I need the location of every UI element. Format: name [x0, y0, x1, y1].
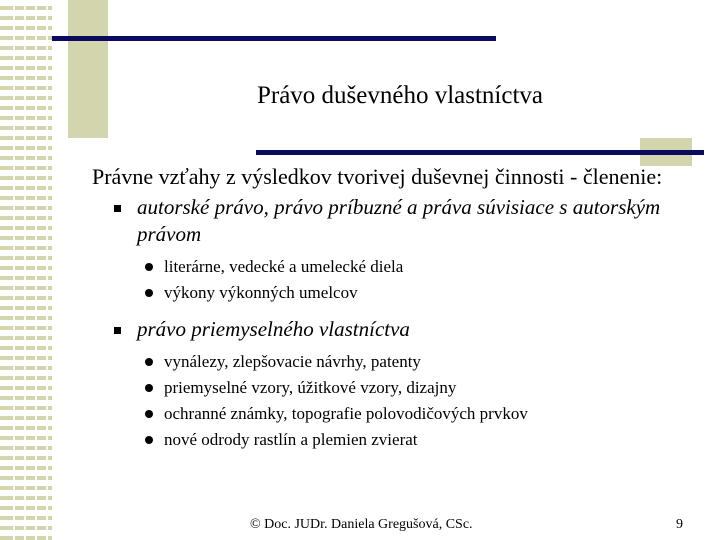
round-bullet-icon: [145, 436, 153, 444]
title-top-rule: [52, 36, 496, 41]
section-label: autorské právo, právo príbuzné a práva súvisiace s autorským právom: [137, 195, 661, 246]
round-bullet-icon: [145, 263, 153, 271]
section-industrial-property: [92, 316, 692, 343]
sub-list-industrial: [92, 349, 692, 453]
section-label: právo priemyselného vlastníctva: [137, 317, 410, 341]
list-item-text: výkony výkonných umelcov: [164, 283, 358, 302]
round-bullet-icon: [145, 358, 153, 366]
round-bullet-icon: [145, 410, 153, 418]
slide-title: Právo duševného vlastníctva: [256, 82, 544, 109]
list-item: [92, 254, 692, 280]
list-item: [92, 427, 692, 453]
list-item-text: nové odrody rastlín a plemien zvierat: [164, 430, 418, 449]
list-item-text: literárne, vedecké a umelecké diela: [164, 257, 404, 276]
list-item-text: priemyselné vzory, úžitkové vzory, dizajny: [164, 378, 457, 397]
list-item: [92, 401, 692, 427]
decorative-stripe-band: [0, 0, 52, 540]
list-item: [92, 349, 692, 375]
list-item: [92, 280, 692, 306]
footer-author: © Doc. JUDr. Daniela Gregušová, CSc.: [250, 517, 473, 532]
square-bullet-icon: [114, 327, 121, 334]
section-copyright: [92, 194, 692, 248]
title-bottom-rule: [256, 150, 704, 155]
round-bullet-icon: [145, 384, 153, 392]
list-item-text: vynálezy, zlepšovacie návrhy, patenty: [164, 352, 421, 371]
square-bullet-icon: [114, 205, 121, 212]
content-heading: Právne vzťahy z výsledkov tvorivej duševnej činnosti - členenie:: [92, 164, 663, 189]
page-number: 9: [676, 517, 683, 532]
list-item: [92, 375, 692, 401]
round-bullet-icon: [145, 289, 153, 297]
slide-content: [92, 163, 692, 453]
decorative-top-rectangle: [68, 0, 108, 138]
list-item-text: ochranné známky, topografie polovodičových prvkov: [164, 404, 528, 423]
sub-list-copyright: [92, 254, 692, 306]
